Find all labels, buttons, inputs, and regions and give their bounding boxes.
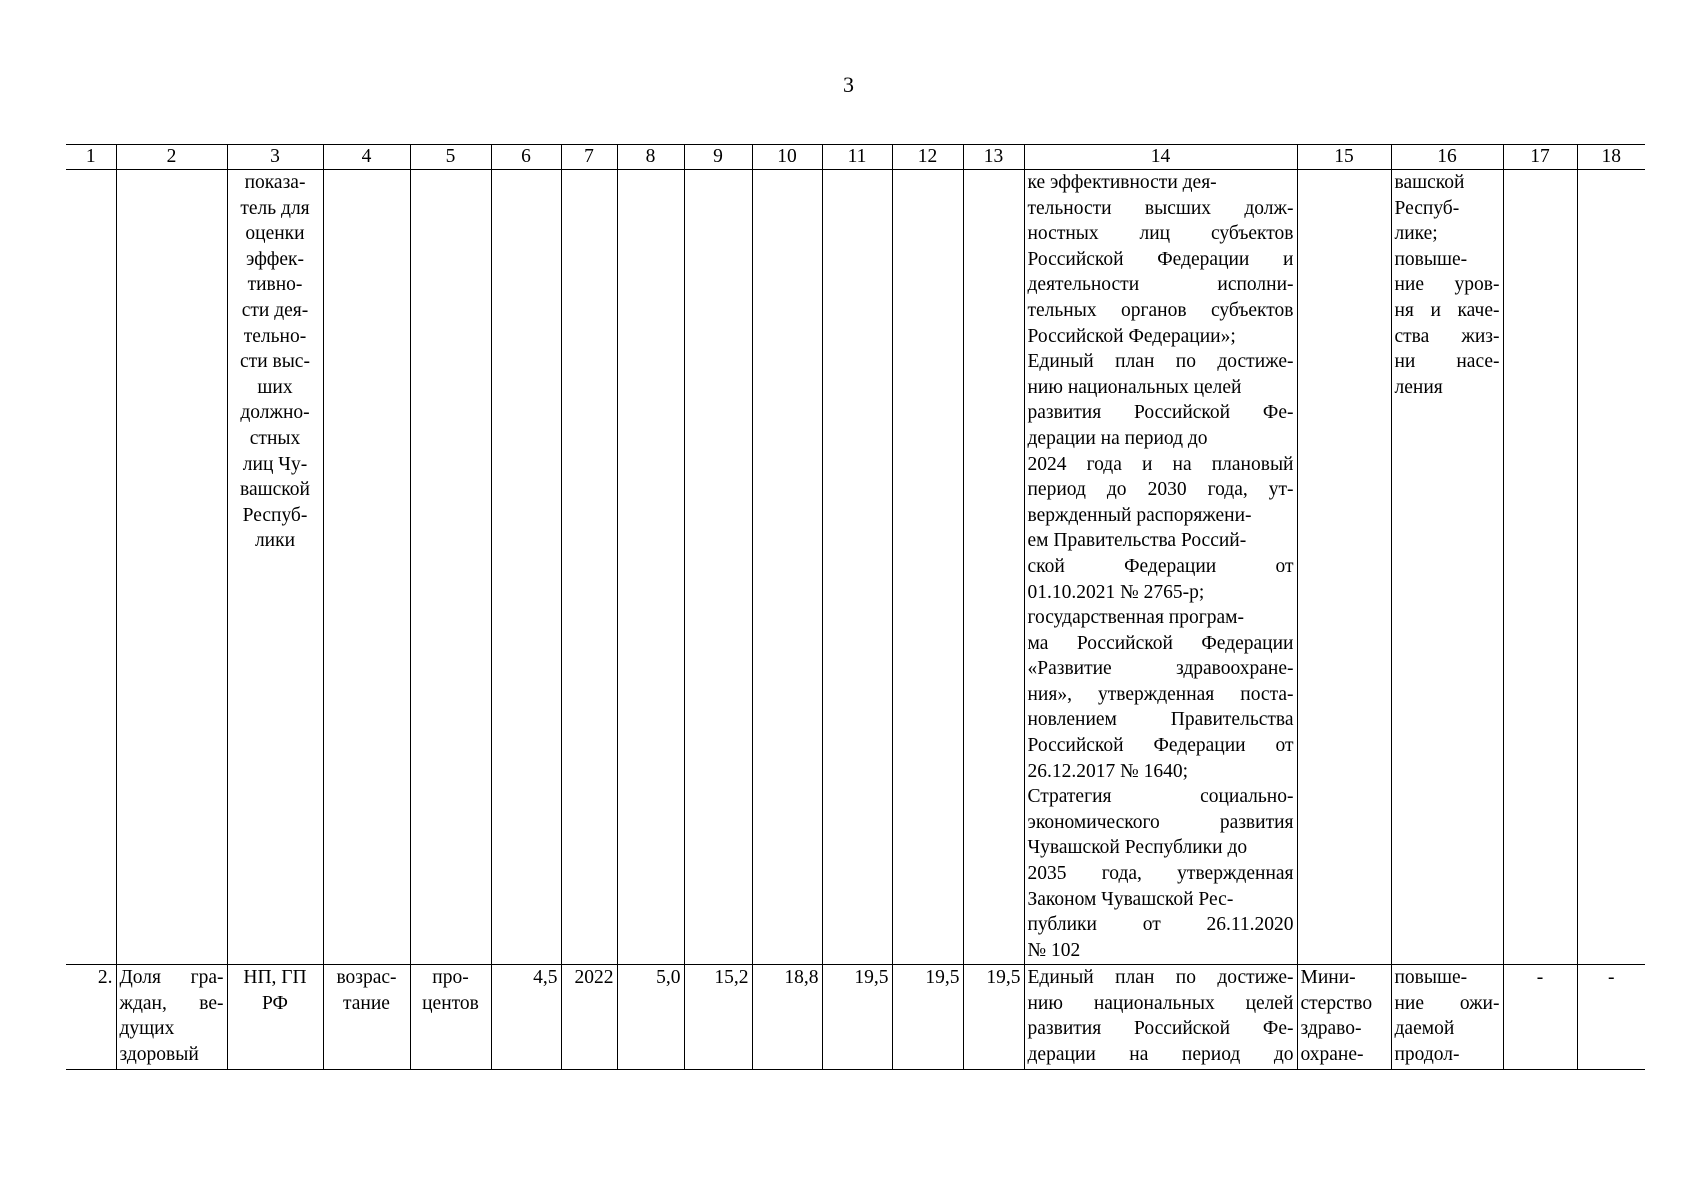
text-line: Чувашской Республики до <box>1027 837 1248 859</box>
r2-national-goal-link <box>1391 965 1503 1070</box>
r1-c13 <box>963 170 1024 965</box>
text-line: оценки <box>245 223 305 245</box>
r2-value-c8: 5,0 <box>617 965 684 1070</box>
r2-value-c13: 19,5 <box>963 965 1024 1070</box>
col-header-3: 3 <box>227 145 323 170</box>
r1-legal-basis <box>1024 170 1297 965</box>
text-line: сти выс- <box>240 351 310 373</box>
text-line: тельно- <box>243 325 307 347</box>
text-line: новлением Правительства <box>1027 709 1294 731</box>
col-header-10: 10 <box>752 145 822 170</box>
r2-base-value: 4,5 <box>491 965 561 1070</box>
text-line: ем Правительства Россий- <box>1027 530 1247 552</box>
col-header-6: 6 <box>491 145 561 170</box>
text-line: должно- <box>240 402 310 424</box>
text-line: экономического развития <box>1027 811 1294 833</box>
text-line: охране- <box>1300 1043 1364 1065</box>
r1-c7 <box>561 170 617 965</box>
text-line: развития Российской Фе- <box>1027 402 1294 424</box>
text-line: вашской <box>1394 172 1465 193</box>
text-line: ства жиз- <box>1394 325 1500 347</box>
r1-indicator-type <box>227 170 323 965</box>
text-line: тель для <box>240 197 310 219</box>
col-header-2: 2 <box>116 145 227 170</box>
table-row-continued <box>66 170 1645 965</box>
text-line: стерство <box>1300 992 1373 1014</box>
text-line: дущих <box>119 1018 175 1040</box>
text-line: ностных лиц субъектов <box>1027 223 1294 245</box>
text-line: № 102 <box>1027 939 1081 961</box>
col-header-13: 13 <box>963 145 1024 170</box>
text-line: нию национальных целей <box>1027 376 1242 398</box>
text-line: вержденный распоряжени- <box>1027 504 1252 526</box>
text-line: повыше- <box>1394 967 1468 988</box>
r2-base-year: 2022 <box>561 965 617 1070</box>
text-line: ления <box>1394 376 1443 398</box>
r1-c2 <box>116 170 227 965</box>
text-line: Респуб- <box>242 504 308 526</box>
text-line: стных <box>249 427 301 449</box>
r2-indicator-type <box>227 965 323 1070</box>
r1-c11 <box>822 170 892 965</box>
text-line: вашской <box>240 479 310 501</box>
col-header-18: 18 <box>1577 145 1645 170</box>
r1-c8 <box>617 170 684 965</box>
text-line: 26.12.2017 № 1640; <box>1027 760 1189 782</box>
text-line: здраво- <box>1300 1018 1362 1040</box>
col-header-8: 8 <box>617 145 684 170</box>
r1-c17 <box>1503 170 1577 965</box>
text-line: ма Российской Федерации <box>1027 632 1294 654</box>
col-header-12: 12 <box>892 145 963 170</box>
text-line: возрас- <box>336 967 397 988</box>
text-line: Законом Чувашской Рес- <box>1027 888 1234 910</box>
col-header-16: 16 <box>1391 145 1503 170</box>
text-line: ние уров- <box>1394 274 1500 296</box>
text-line: показа- <box>244 172 306 193</box>
r1-c1 <box>66 170 116 965</box>
text-line: деятельности исполни- <box>1027 274 1294 296</box>
text-line: ние ожи- <box>1394 992 1500 1014</box>
r1-c6 <box>491 170 561 965</box>
text-line: Российской Федерации и <box>1027 248 1294 270</box>
text-line: лике; <box>1394 223 1438 245</box>
r1-c4 <box>323 170 410 965</box>
r2-value-c10: 18,8 <box>752 965 822 1070</box>
text-line: лиц Чу- <box>242 453 308 475</box>
r1-c5 <box>410 170 491 965</box>
r1-c12 <box>892 170 963 965</box>
text-line: ня и каче- <box>1394 299 1500 321</box>
text-line: повыше- <box>1394 248 1468 270</box>
text-line: Мини- <box>1300 967 1356 988</box>
text-line: нию национальных целей <box>1027 992 1294 1014</box>
text-line: Российской Федерации от <box>1027 735 1294 757</box>
r2-legal-basis <box>1024 965 1297 1070</box>
text-line: период до 2030 года, ут- <box>1027 479 1294 501</box>
text-line: здоровый <box>119 1043 199 1065</box>
text-line: тание <box>343 992 390 1014</box>
text-line: Единый план по достиже- <box>1027 351 1294 373</box>
r2-number: 2. <box>66 965 116 1070</box>
text-line: НП, ГП <box>243 967 307 988</box>
text-line: публики от 26.11.2020 <box>1027 914 1294 936</box>
text-line: ния», утвержденная поста- <box>1027 683 1294 705</box>
text-line: ской Федерации от <box>1027 555 1294 577</box>
column-number-row <box>66 145 1645 170</box>
r2-unit <box>410 965 491 1070</box>
r2-value-c9: 15,2 <box>684 965 752 1070</box>
col-header-11: 11 <box>822 145 892 170</box>
text-line: даемой <box>1394 1018 1455 1040</box>
text-line: ни насе- <box>1394 351 1500 373</box>
text-line: Стратегия социально- <box>1027 786 1294 808</box>
text-line: государственная програм- <box>1027 607 1244 629</box>
r2-value-c11: 19,5 <box>822 965 892 1070</box>
text-line: ших <box>257 376 293 398</box>
text-line: РФ <box>262 992 288 1014</box>
text-line: дерации на период до <box>1027 427 1208 449</box>
r2-c18: - <box>1577 965 1645 1070</box>
text-line: развития Российской Фе- <box>1027 1018 1294 1040</box>
text-line: ке эффективности дея- <box>1027 172 1217 193</box>
text-line: Доля гра- <box>119 967 224 988</box>
indicators-table <box>66 144 1645 1070</box>
r1-c18 <box>1577 170 1645 965</box>
text-line: 01.10.2021 № 2765-р; <box>1027 581 1205 603</box>
r1-c15 <box>1297 170 1391 965</box>
text-line: сти дея- <box>241 299 309 321</box>
col-header-7: 7 <box>561 145 617 170</box>
col-header-14: 14 <box>1024 145 1297 170</box>
col-header-9: 9 <box>684 145 752 170</box>
r1-c9 <box>684 170 752 965</box>
page-number: 3 <box>843 72 854 97</box>
text-line: лики <box>254 530 296 552</box>
text-line: Респуб- <box>1394 197 1460 219</box>
text-line: «Развитие здравоохране- <box>1027 658 1294 680</box>
col-header-5: 5 <box>410 145 491 170</box>
text-line: эффек- <box>245 248 305 270</box>
text-line: Российской Федерации»; <box>1027 325 1236 347</box>
table-row <box>66 965 1645 1070</box>
col-header-15: 15 <box>1297 145 1391 170</box>
text-line: Единый план по достиже- <box>1027 967 1294 988</box>
text-line: про- <box>432 967 469 988</box>
text-line: продол- <box>1394 1043 1460 1065</box>
text-line: центов <box>422 992 479 1014</box>
r2-trend <box>323 965 410 1070</box>
text-line: ждан, ве- <box>119 992 224 1014</box>
r2-value-c12: 19,5 <box>892 965 963 1070</box>
r1-c10 <box>752 170 822 965</box>
r2-responsible <box>1297 965 1391 1070</box>
text-line: тельных органов субъектов <box>1027 299 1294 321</box>
text-line: 2024 года и на плановый <box>1027 453 1294 475</box>
col-header-17: 17 <box>1503 145 1577 170</box>
r1-national-goal-link <box>1391 170 1503 965</box>
text-line: тельности высших долж- <box>1027 197 1294 219</box>
col-header-1: 1 <box>66 145 116 170</box>
text-line: тивно- <box>247 274 303 296</box>
r2-indicator-name <box>116 965 227 1070</box>
text-line: 2035 года, утвержденная <box>1027 863 1294 885</box>
col-header-4: 4 <box>323 145 410 170</box>
text-line: дерации на период до <box>1027 1043 1294 1065</box>
r2-c17: - <box>1503 965 1577 1070</box>
